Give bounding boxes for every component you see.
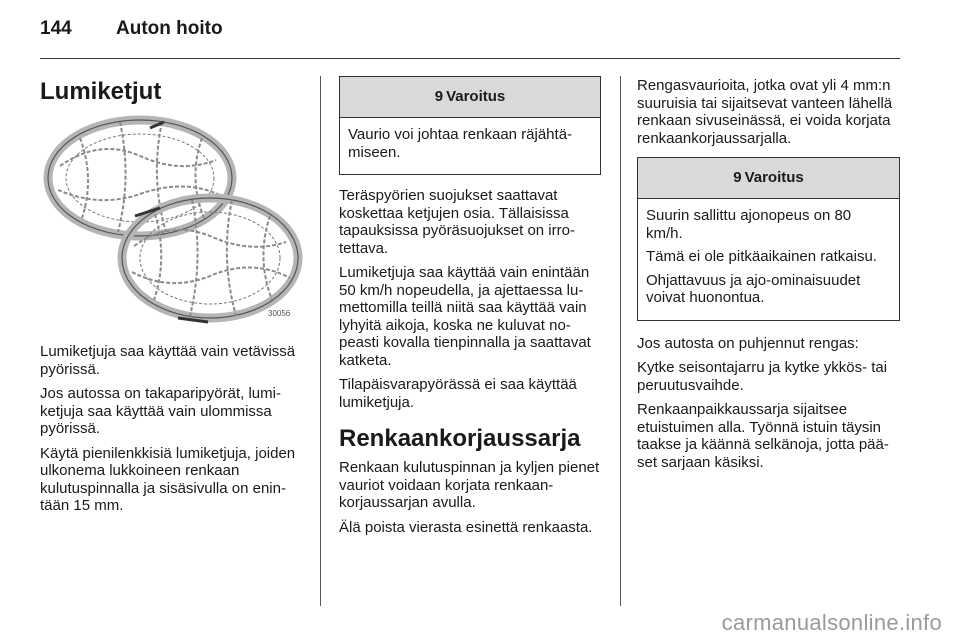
- page-header: [40, 18, 223, 40]
- paragraph: Lumiketjuja saa käyttää vain vetävissä pyörissä.: [40, 343, 296, 378]
- column-divider-1: [320, 76, 321, 606]
- header-rule: [40, 58, 900, 59]
- paragraph: Käytä pienilenkkisiä lumiketjuja, joiden ulkonema lukkoineen renkaan kulutuspinnalla ja sisäsivulla on enintään 15 mm.: [40, 444, 296, 514]
- tire-repair-kit-heading: Renkaankorjaussarja: [339, 425, 581, 452]
- warning-box: [637, 157, 900, 321]
- paragraph: Tilapäisvarapyörässä ei saa käyttää lumiketjuja.: [339, 376, 577, 411]
- warning-text: Tämä ei ole pitkäaikainen ratkaisu.: [646, 248, 877, 265]
- paragraph: Älä poista vierasta esinettä renkaasta.: [339, 518, 593, 536]
- paragraph: Kytke seisontajarru ja kytke ykkös- tai peruutusvaihde.: [637, 359, 888, 394]
- paragraph: Lumiketjuja saa käyttää vain enintään 50 km/h nopeudella, ja ajettaessa lumettomilla teillä niitä saa käyttää vain lyhyitä aikoja, koska ne kuluvat nopeasti kovalla tienpinnalla ja saattavat katketa.: [339, 264, 591, 369]
- warning-header: [340, 77, 600, 118]
- section-title: Auton hoito: [116, 18, 223, 39]
- paragraph: Rengasvaurioita, jotka ovat yli 4 mm:n suuruisia tai sijaitsevat vanteen lähellä renkaan sivuseinässä, ei voida korjata renkaankorjaussarjalla.: [637, 77, 893, 147]
- image-code: 30056: [268, 309, 291, 318]
- warning-body: [638, 199, 899, 320]
- paragraph: Renkaan kulutuspinnan ja kyljen pienet vauriot voidaan korjata renkaankorjaussarjan avulla.: [339, 459, 600, 511]
- warning-text: Suurin sallittu ajonopeus on 80 km/h.: [646, 207, 852, 242]
- column-3: [637, 77, 900, 478]
- warning-body: [340, 118, 600, 174]
- snow-chains-heading: Lumiketjut: [40, 78, 162, 105]
- snow-chains-illustration: [40, 108, 304, 332]
- page-number: 144: [40, 18, 72, 39]
- watermark: carmanualsonline.info: [721, 610, 942, 635]
- warning-title: Varoitus: [744, 169, 804, 187]
- paragraph: Renkaanpaikkaussarja sijaitsee etuistuimen alla. Työnnä istuin täysin taakse ja käännä selkänoja, jotta pääset sarjaan käsiksi.: [637, 401, 889, 471]
- warning-triangle-icon: 9: [434, 88, 444, 106]
- warning-box: [339, 76, 601, 175]
- column-1-text: [40, 343, 304, 522]
- column-divider-2: [620, 76, 621, 606]
- paragraph: Teräspyörien suojukset saattavat koskettaa ketjujen osia. Tällaisissa tapauksissa pyöräsuojukset on irrotettava.: [339, 187, 575, 257]
- column-2: [339, 76, 601, 543]
- warning-text: Ohjattavuus ja ajo-ominaisuudet voivat huonontua.: [646, 271, 861, 306]
- paragraph: Jos autosta on puhjennut rengas:: [637, 334, 859, 352]
- warning-triangle-icon: 9: [733, 169, 742, 187]
- warning-text: Vaurio voi johtaa renkaan räjähtämiseen.: [348, 126, 573, 161]
- warning-header: [638, 158, 899, 199]
- warning-title: Varoitus: [446, 88, 506, 106]
- paragraph: Jos autossa on takaparipyörät, lumiketjuja saa käyttää vain ulommissa pyörissä.: [40, 385, 281, 437]
